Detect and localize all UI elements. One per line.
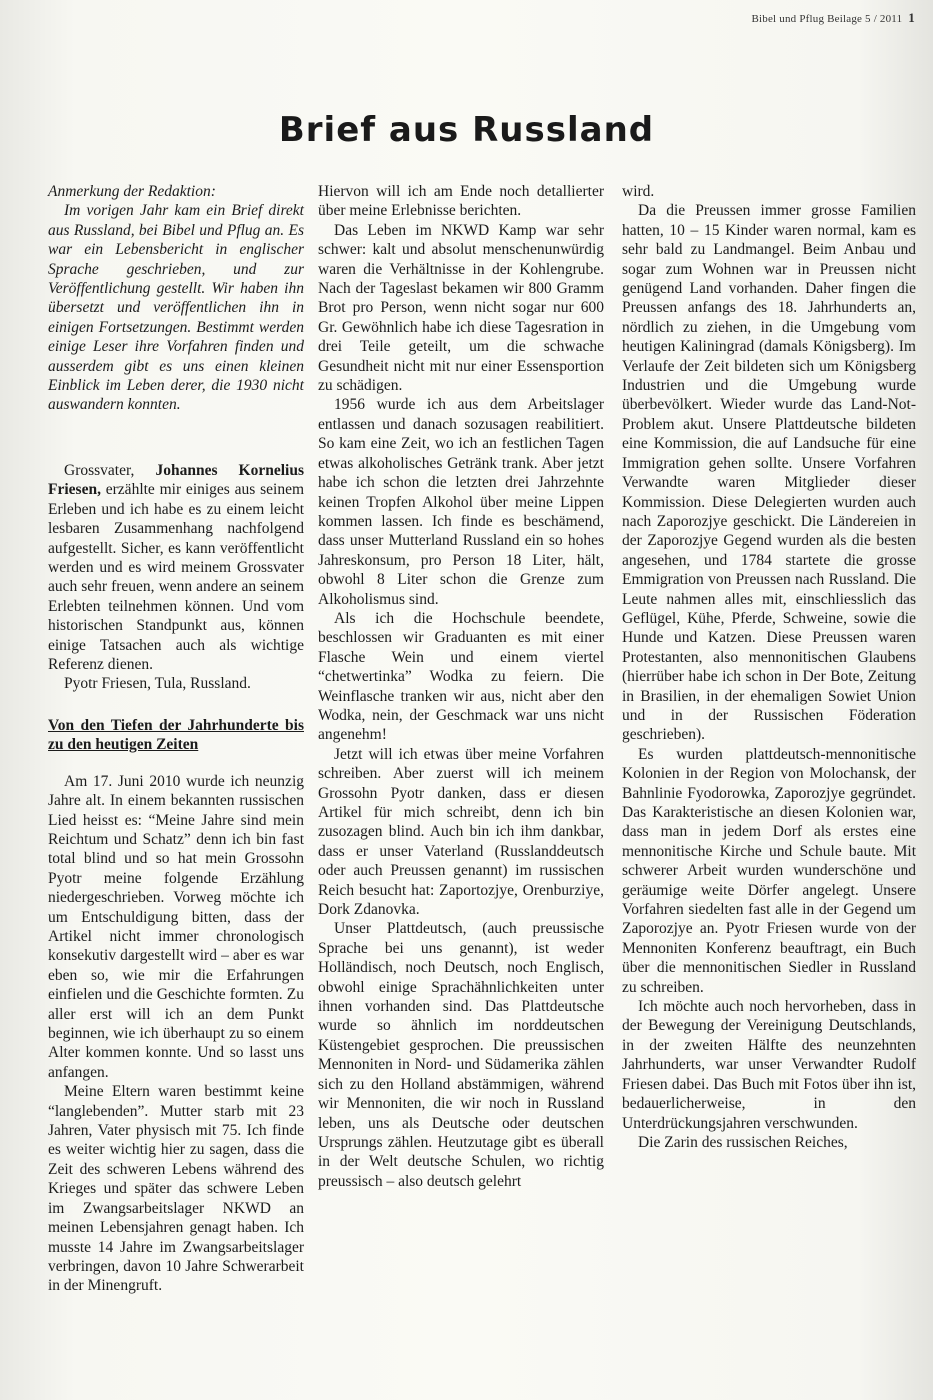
page-header bbox=[751, 10, 915, 26]
col2-paragraph: Unser Plattdeutsch, (auch preussische Sprache bei uns genannt), ist weder Holländisch, noch Deutsch, noch Englisch, obwohl einige Sprachähnlichkeiten unter ihnen vorhanden sind. Das Plattdeutsche wurde so ähnlich im norddeutschen Küstengebiet gesprochen. Die preussischen Mennoniten in Nord- und Südamerika zählen sich zu den Holland abstämmigen, während wir Mennoniten, die wir noch in Russland leben, uns als Deutsche oder deutschen Ursprungs zählen. Heutzutage gibt es überall in der Welt deutsche Schulen, wo richtig preussisch – also deutsch gelehrt bbox=[318, 920, 604, 1190]
editor-note bbox=[48, 182, 304, 415]
col2-paragraph: Als ich die Hochschule beendete, beschlossen wir Graduanten es mit einer Flasche Wein und einem viertel “chetwertinka” Wodka zu feiern. Die Weinflasche tranken wir aus, nicht aber den Wodka, nein, der Geschmack war uns nicht angenehm! bbox=[318, 609, 604, 744]
signature: Pyotr Friesen, Tula, Russland. bbox=[64, 675, 251, 693]
intro-text: erzählte mir einiges aus seinem Erleben und ich habe es zu einem leicht lesbaren Zusammenhang nachfolgend aufgestellt. Sicher, es kann veröffentlicht werden und es wird meinem Grossvater auch sehr freuen, wenn andere an seinem Erlebten teilnehmen können. Und vom historischen Standpunkt aus, können einige Tatsachen auch als wichtige Referenz dienen. bbox=[48, 481, 305, 673]
column-2 bbox=[318, 182, 604, 1191]
col1-paragraph: Meine Eltern waren bestimmt keine “langlebenden”. Mutter starb mit 23 Jahren, Vater physisch mit 75. Ich finde es weiter wichtig hier zu sagen, dass die Zeit des schweren Lebens während des Krieges und später das schwere Leben im Zwangsarbeitslager NKWD an meinen Lebensjahren genagt haben. Ich musste 14 Jahre im Zwangsarbeitslager verbringen, davon 10 Jahre Schwerarbeit in der Minengruft. bbox=[48, 1083, 304, 1295]
col1-paragraph: Am 17. Juni 2010 wurde ich neunzig Jahre alt. In einem bekannten russischen Lied heisst es: “Meine Jahre sind mein Reichtum und Schatz” denn ich bin fast total blind und so hat mein Grossohn Pyotr meine folgende Erzählung niedergeschrieben. Vorweg möchte ich um Entschuldigung bitten, dass der Artikel nicht immer chronologisch konsekutiv dargestellt wird – aber es war eben so, wie mir die Erfahrungen einfielen und die Geschichte formten. Zu aller erst will ich an dem Punkt beginnen, wie ich überhaupt zu so einem Alter kommen konnte. Und so lasst uns anfangen. bbox=[48, 772, 304, 1081]
publication-name: Bibel und Pflug Beilage 5 / 2011 bbox=[751, 13, 903, 25]
editor-note-text: Im vorigen Jahr kam ein Brief direkt aus Russland, bei Bibel und Pflug an. Es war ein Lebensbericht in englischer Sprache geschrieben, und zur Veröffentlichung gestellt. Wir haben ihn übersetzt und veröffentlichen ihn in einigen Fortsetzungen. Bestimmt werden einige Leser ihre Vorfahren finden und ausserdem gibt es uns einen kleinen Einblick im Leben derer, die 1930 nicht auswandern konnten. bbox=[48, 202, 304, 414]
column-1 bbox=[48, 182, 304, 1296]
column-3 bbox=[622, 182, 916, 1152]
col2-paragraph: Jetzt will ich etwas über meine Vorfahren schreiben. Aber zuerst will ich meinem Grossohn Pyotr danken, dass er diesen Artikel für mich schreibt, denn ich bin zusozagen blind. Auch bin ich ihm dankbar, dass er unser Vaterland (Russlanddeutsch oder auch Preussen genannt) im russischen Reich besucht hat: Zaportozjye, Orenburziye, Dork Zdanovka. bbox=[318, 745, 604, 919]
col2-paragraph: 1956 wurde ich aus dem Arbeitslager entlassen und danach sozusagen reabilitiert. So kam eine Zeit, wo ich an festlichen Tagen etwas alkoholisches Getränk trank. Aber jetzt habe ich schon die letzten drei Jahrzehnte keinen Tropfen Alkohol über meine Lippen kommen lassen. Ich finde es beschämend, dass unser Mutterland Russland ein so hohes Jahreskonsum, pro Person 18 Liter, hält, obwohl 8 Liter schon die Grenze zum Alkoholismus sind. bbox=[318, 396, 604, 608]
col3-paragraph: Es wurden plattdeutsch-mennonitische Kolonien in der Region von Molochansk, der Bahnlinie Fyodorowka, Zaporozjye gegründet. Das Karakteristische an diesen Kolonien war, dass man in jedem Dorf als erstes eine mennonitische Kirche und Schule baute. Mit schwerer Arbeit wurden wunderschöne und geräumige weite Dörfer angelegt. Unsere Vorfahren siedelten fast alle in der Gegend um Zaporozjye an. Pyotr Friesen wurde von der Mennoniten Konferenz beauftragt, ein Buch über die mennonitischen Siedler in Russland zu schreiben. bbox=[622, 745, 916, 996]
intro-paragraph bbox=[48, 461, 304, 674]
col3-paragraph: Ich möchte auch noch hervorheben, dass in der Bewegung der Vereinigung Deutschlands, in der zweiten Hälfte des neunzehnten Jahrhunderts, war unser Verwandter Rudolf Friesen dabei. Das Buch mit Fotos über ihn ist, bedauerlicherweise, in den Unterdrückungsjahren verschwunden. bbox=[622, 998, 916, 1132]
col3-paragraph: wird. bbox=[622, 183, 655, 200]
col2-paragraph: Hiervon will ich am Ende noch detallierter über meine Erlebnisse berichten. bbox=[318, 183, 604, 220]
article-title: Brief aus Russland bbox=[278, 110, 655, 150]
editor-note-heading: Anmerkung der Redaktion: bbox=[48, 183, 216, 200]
section-title: Von den Tiefen der Jahrhunderte bis zu den heutigen Zeiten bbox=[48, 716, 304, 753]
col3-paragraph: Da die Preussen immer grosse Familien hatten, 10 – 15 Kinder waren normal, kam es sehr bald zu Landmangel. Beim Anbau und sogar zum Wohnen war in Preussen nicht genügend Land vorhanden. Daher fingen die Preussen anfangs des 18. Jahrhunderts an, nördlich zu ziehen, in die Umgebung vom heutigen Kaliningrad (damals Königsberg). Im Verlaufe der Zeit bildeten sich um Königsberg Industrien und die Umgebung wurde überbevölkert. Wieder wurde das Land-Not-Problem akut. Unsere Plattdeutsche bildeten eine Kommission, die auf Landsuche für eine Immigration gehen sollte. Unsere Vorfahren Verwandte waren Mitglieder dieser Kommission. Diese Delegierten wurden auch nach Zaporozjye geschickt. Die Ländereien in der Zaporozjye Gegend wurden als die besten angesehen, und 1784 startete die grosse Emmigration von Preussen nach Russland. Die Leute nahmen alles mit, einschliesslich das Geflügel, Kühe, Pferde, Schweine, sowie die Hunde und Katzen. Diese Preussen waren Protestanten, also mennonitischen Glaubens (hierrüber habe ich schon in Der Bote, Zeitung in Brasilien, in der ehemaligen Sowiet Union und in der Russischen Föderation geschrieben). bbox=[622, 202, 916, 744]
spacer bbox=[48, 415, 304, 461]
col2-paragraph: Das Leben im NKWD Kamp war sehr schwer: kalt und absolut menschenunwürdig waren die Verhältnisse in der Kohlengrube. Nach der Tageslast bekamen wir 800 Gramm Brot pro Person, wenn nicht sogar nur 600 Gr. Gewöhnlich habe ich diese Tagesration in drei Teile geteilt, um die schwache Gesundheit nicht mit nur einer Essensportion zu schädigen. bbox=[318, 221, 604, 395]
intro-before-name: Grossvater, bbox=[64, 461, 135, 479]
col3-paragraph: Die Zarin des russischen Reiches, bbox=[638, 1133, 848, 1151]
page-number: 1 bbox=[908, 10, 915, 25]
author-name: Johannes Kornelius Friesen, bbox=[48, 461, 304, 499]
